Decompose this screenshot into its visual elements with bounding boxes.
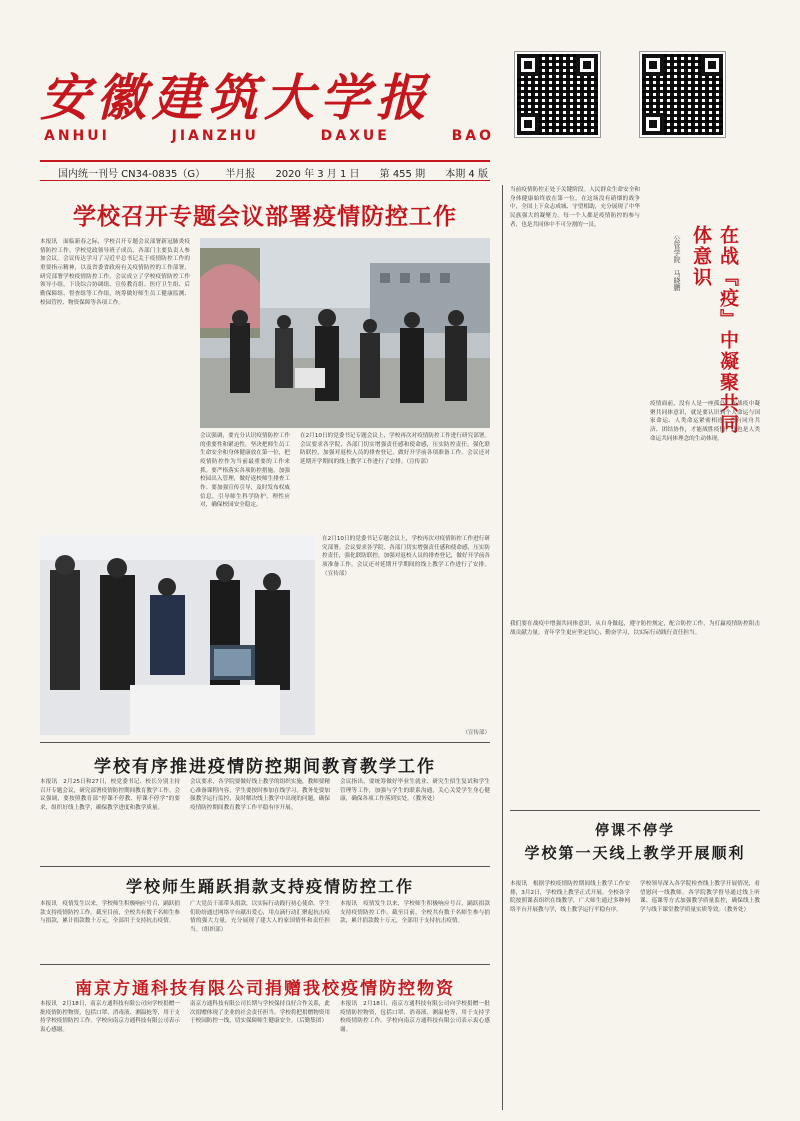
qr-code-icon xyxy=(640,52,725,137)
divider xyxy=(40,742,490,743)
main-article-col2: 会议强调，要充分认识疫情防控工作的重要性和紧迫性，坚决把师生员工生命安全和身体健康放在第一位，把疫情防控作为当前最重要的工作来抓。要严格落实各项防控措施，加强校园出入管理，做好返校师生排查工作。要加强宣传引导，及时发布权威信息，引导师生科学防护、理性应对，确保校园安全稳定。 xyxy=(200,433,290,509)
divider xyxy=(40,964,490,965)
main-article-col4 xyxy=(322,535,490,735)
issue-frequency: 半月报 xyxy=(225,169,256,180)
teaching-col1: 本报讯 2月25日和27日，校党委书记、校长分别主持召开专题会议，研究部署疫情防控期间教育教学工作。会议强调，要按照教育部“停课不停教、停课不停学”的要求，组织好线上教学，确保教学进度和教学质量。 xyxy=(40,779,180,811)
masthead-rule-lower xyxy=(40,180,490,181)
commentary-author: 公管学院 马晓鹏 xyxy=(673,235,681,291)
issue-date: 2020 年 3 月 1 日 xyxy=(275,169,360,180)
masthead-title: 安徽建筑大学报 xyxy=(40,68,432,127)
company-col1: 本报讯 2月18日，南京方通科技有限公司向学校捐赠一批疫情防控物资，包括口罩、消毒液、测温枪等，用于支持学校疫情防控工作。学校向南京方通科技有限公司表示衷心感谢。 xyxy=(40,1001,180,1033)
issue-number: 第 455 期 xyxy=(379,169,426,180)
column-divider xyxy=(502,185,503,1110)
main-article-col3: 在2月10日的党委书记专题会议上，学校再次对疫情防控工作进行研究部署。会议要求各学院、各部门切实增强责任感和使命感，压实防控责任，强化联防联控，加强对返校人员的排查登记，做好开学前各项准备工作。会议还对延期开学期间的线上教学工作进行了安排。（宣传部） xyxy=(300,433,490,465)
photo-checkpoint xyxy=(200,238,490,428)
donation-col2: 广大党员干部带头捐款，以实际行动践行初心使命。学生们纷纷通过网络平台献出爱心，用点滴行动汇聚起抗击疫情的强大力量，充分展现了建大人的家国情怀和责任担当。（组织部） xyxy=(190,901,330,933)
company-col2: 南京方通科技有限公司长期与学校保持良好合作关系，此次捐赠体现了企业的社会责任担当。学校将把捐赠物资用于校园防控一线，切实保障师生健康安全。（后勤集团） xyxy=(190,1001,330,1025)
commentary-col3: 我们要在战疫中增强共同体意识，从自身做起，遵守防控规定，配合防控工作，为打赢疫情防控阻击战贡献力量。青年学生更应坚定信心，勤奋学习，以实际行动践行责任担当。 xyxy=(510,621,760,636)
divider xyxy=(510,810,760,811)
online-col2: 学校领导深入各学院检查线上教学开展情况，看望慰问一线教师。各学院教学督导通过线上听课、巡课等方式加强教学质量监控，确保线上教学与线下课堂教学质量实质等效。（教务处） xyxy=(640,881,760,913)
online-kicker: 停课不停学 xyxy=(595,823,675,839)
donation-col3: 本报讯 疫情发生以来，学校师生积极响应号召，踊跃捐款支持疫情防控工作。截至目前，全校共有数千名师生参与捐款，累计捐款数十万元，全部用于支持抗击疫情。 xyxy=(340,901,490,925)
company-headline: 南京方通科技有限公司捐赠我校疫情防控物资 xyxy=(75,979,455,999)
main-article-continued: 在2月10日的党委书记专题会议上，学校再次对疫情防控工作进行研究部署。会议要求各学院、各部门切实增强责任感和使命感，压实防控责任，强化联防联控，加强对返校人员的排查登记，做好开学前各项准备工作。会议还对延期开学期间的线上教学工作进行了安排。（宣传部） xyxy=(322,536,490,577)
masthead-rule xyxy=(40,160,490,162)
company-col3: 本报讯 2月18日，南京方通科技有限公司向学校捐赠一批疫情防控物资，包括口罩、消毒液、测温枪等，用于支持学校疫情防控工作。学校向南京方通科技有限公司表示衷心感谢。 xyxy=(340,1001,490,1033)
issue-pages: 本期 4 版 xyxy=(445,169,488,180)
donation-headline: 学校师生踊跃捐款支持疫情防控工作 xyxy=(125,877,414,896)
teaching-col3: 会议指出，要统筹做好毕业生就业、研究生招生复试和学生管理等工作，加强与学生的联系沟通，关心关爱学生身心健康，确保各项工作落到实处。（教务处） xyxy=(340,779,490,803)
main-headline: 学校召开专题会议部署疫情防控工作 xyxy=(73,203,457,230)
main-article-col1: 本报讯 面临新春之际，学校召开专题会议部署新冠肺炎疫情防控工作。学校党政领导班子成员、各部门主要负责人参加会议。会议传达学习了习近平总书记关于疫情防控工作的重要指示精神，以及省委省政府有关疫情防控的工作部署，研究部署学校疫情防控工作。会议成立了学校疫情防控工作领导小组，下设综合协调组、宣传教育组、医疗卫生组、后勤保障组、督查组等工作组，统筹做好师生员工健康监测、校园管控、物资保障等各项工作。 xyxy=(40,239,190,306)
photo-checkin-desk xyxy=(40,535,315,735)
commentary-title: 在战『疫』中凝聚共同体意识 xyxy=(690,225,739,435)
commentary-col2: 疫情面前，没有人是一座孤岛。在战疫中凝聚共同体意识，就是要认识到个人命运与国家命运、人类命运紧密相连。只有同舟共济、团结协作，才能战胜疫情，这也是人类命运共同体理念的生动体现。 xyxy=(650,401,760,442)
photo-caption: （宣传部） xyxy=(462,730,490,736)
commentary-col1: 当前疫情防控正处于关键阶段。人民群众生命安全和身体健康始终放在第一位。在这场没有硝烟的战争中，全国上下众志成城、守望相助，充分展现了中华民族强大的凝聚力。每一个人都是疫情防控的参与者，也是共同体中不可分割的一员。 xyxy=(510,187,640,228)
online-headline: 学校第一天线上教学开展顺利 xyxy=(524,844,746,862)
pinyin-word: ANHUI xyxy=(44,128,110,144)
teaching-headline: 学校有序推进疫情防控期间教育教学工作 xyxy=(94,757,436,777)
divider xyxy=(40,866,490,867)
pinyin-word: JIANZHU xyxy=(171,128,259,144)
pinyin-word: DAXUE xyxy=(320,128,390,144)
pinyin-word: BAO xyxy=(451,128,494,144)
donation-col1: 本报讯 疫情发生以来，学校师生积极响应号召，踊跃捐款支持疫情防控工作。截至目前，全校共有数千名师生参与捐款，累计捐款数十万元，全部用于支持抗击疫情。 xyxy=(40,901,180,925)
masthead-pinyin xyxy=(44,128,494,144)
issue-cn-number: 国内统一刊号 CN34-0835（G） xyxy=(58,169,206,180)
qr-code-icon xyxy=(515,52,600,137)
online-col1: 本报讯 根据学校疫情防控期间线上教学工作安排，3月2日，学校线上教学正式开展。全校各学院按照课表组织在线教学，广大师生通过多种网络平台开展教与学，线上教学运行平稳有序。 xyxy=(510,881,630,913)
issue-info xyxy=(58,165,488,180)
teaching-col2: 会议要求，各学院要做好线上教学的组织实施，教师要精心准备课程内容，学生要按时参加在线学习。教务处要加强教学运行监控，及时解决线上教学中出现的问题，确保疫情防控期间教育教学工作平稳有序开展。 xyxy=(190,779,330,811)
